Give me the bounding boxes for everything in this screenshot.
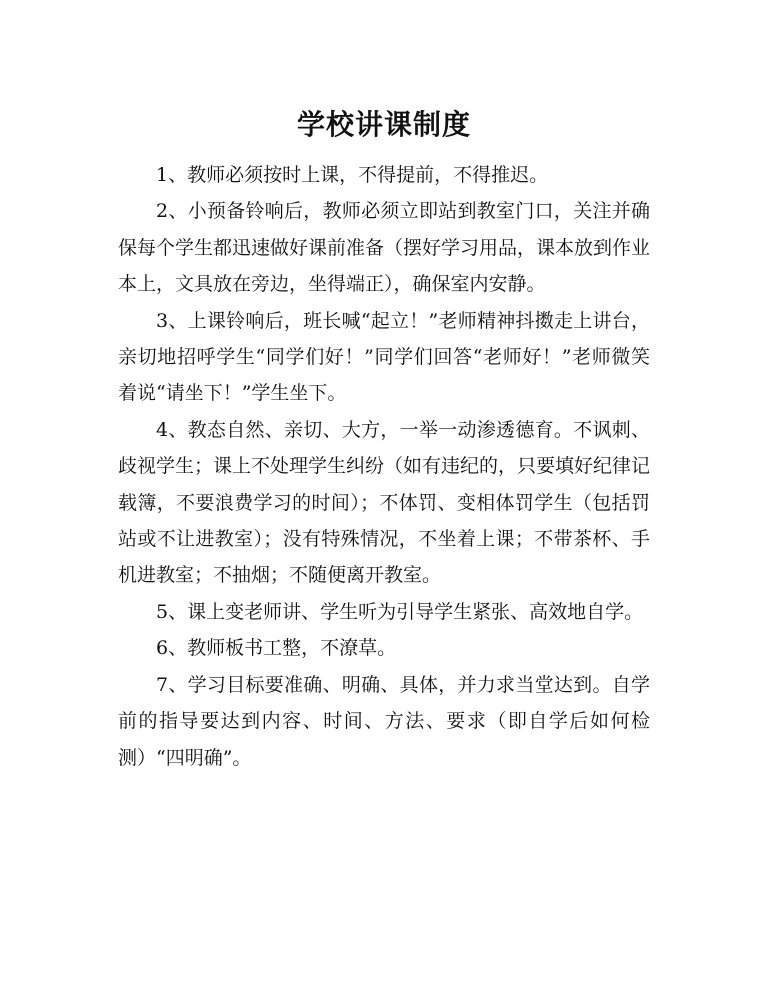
paragraph-7: 7、学习目标要准确、明确、具体，并力求当堂达到。自学前的指导要达到内容、时间、方法、要求（即自学后如何检测）“四明确”。 (118, 673, 650, 769)
paragraph-1: 1、教师必须按时上课，不得提前，不得推迟。 (156, 164, 549, 186)
document-title: 学校讲课制度 (296, 108, 471, 141)
paragraph-4: 4、教态自然、亲切、大方，一举一动渗透德育。不讽刺、歧视学生；课上不处理学生纠纷（如有违纪的，只要填好纪律记载簿，不要浪费学习的时间）；不体罚、变相体罚学生（包括罚站或不让进教室）；没有特殊情况，不坐着上课；不带茶杯、手机进教室；不抽烟；不随便离开教室。 (118, 418, 651, 587)
paragraph-5: 5、课上变老师讲、学生听为引导学生紧张、高效地自学。 (156, 600, 644, 623)
paragraph-3: 3、上课铃响后，班长喊“起立！”老师精神抖擞走上讲台，亲切地招呼学生“同学们好！”同学们回答“老师好！”老师微笑着说“请坐下！”学生坐下。 (118, 309, 650, 405)
paragraph-6: 6、教师板书工整，不潦草。 (156, 637, 397, 660)
paragraph-2: 2、小预备铃响后，教师必须立即站到教室门口，关注并确保每个学生都迅速做好课前准备（摆好学习用品，课本放到作业本上，文具放在旁边，坐得端正），确保室内安静。 (118, 200, 651, 296)
